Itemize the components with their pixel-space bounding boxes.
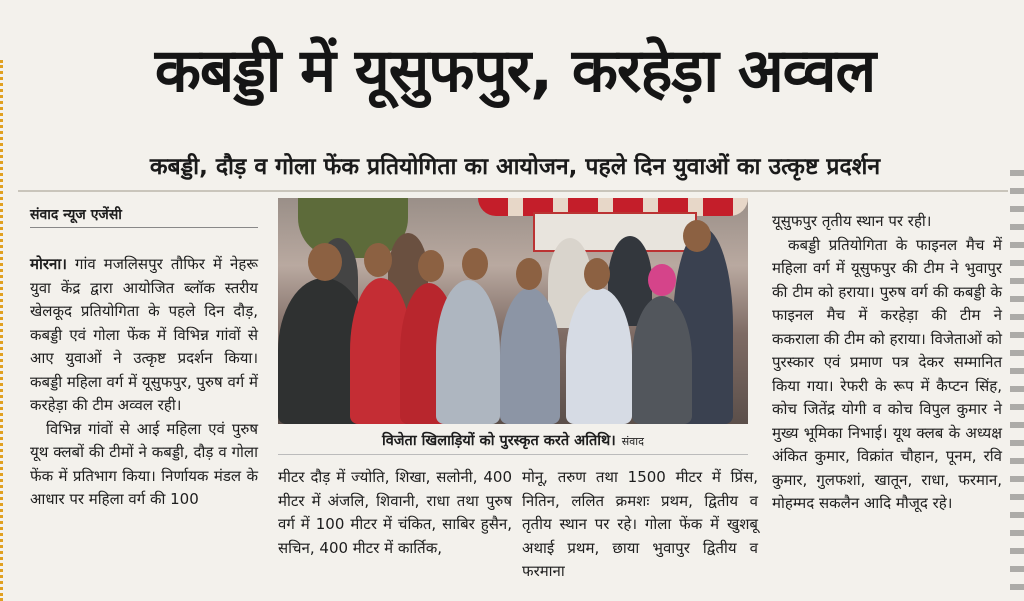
photo-credit: संवाद — [621, 435, 644, 448]
paragraph: विभिन्न गांवों से आई महिला एवं पुरुष यूथ क्लबों की टीमों ने कबड्डी, दौड़ व गोला फेंक में प्रतिभाग किया। निर्णायक मंडल के आधार पर महिला वर्ग की 100 — [30, 419, 258, 508]
photo-caption — [278, 428, 748, 455]
paragraph: यूसुफपुर तृतीय स्थान पर रही। — [772, 212, 932, 230]
photo-person — [500, 288, 560, 424]
dateline: मोरना। — [30, 255, 67, 273]
adjacent-column-bleed — [1010, 170, 1024, 601]
photo-head — [648, 264, 676, 296]
news-photo — [278, 198, 748, 424]
photo-person — [436, 280, 500, 424]
photo-head — [308, 243, 342, 281]
article-column-2 — [278, 466, 512, 560]
headline: कबड्डी में यूसुफपुर, करहेड़ा अव्वल — [154, 36, 876, 106]
caption-text: विजेता खिलाड़ियों को पुरस्कृत करते अतिथि। — [381, 433, 616, 449]
article-column-4 — [772, 210, 1002, 516]
photo-head — [364, 243, 392, 277]
subheadline: कबड्डी, दौड़ व गोला फेंक प्रतियोगिता का आयोजन, पहले दिन युवाओं का उत्कृष्ट प्रदर्शन — [149, 154, 881, 180]
photo-head — [418, 250, 444, 282]
photo-head — [584, 258, 610, 290]
paragraph: मोनू, तरुण तथा 1500 मीटर में प्रिंस, नितिन, ललित क्रमशः प्रथम, द्वितीय व तृतीय स्थान पर रहे। गोला फेंक में खुशबू अथाई प्रथम, छाया भुवापुर द्वितीय व फरमाना — [522, 468, 758, 580]
photo-person — [566, 288, 632, 424]
paragraph-text: गांव मजलिसपुर तौफिर में नेहरू युवा केंद्र द्वारा आयोजित ब्लॉक स्तरीय खेलकूद प्रतियोगिता के पहले दिन दौड़, कबड्डी एवं गोला फेंक में विभिन्न गांवों से आए युवाओं ने उत्कृष्ट प्रदर्शन किया। कबड्डी महिला वर्ग में यूसुफपुर, पुरुष वर्ग में करहेड़ा की टीम अव्वल रही। — [30, 255, 258, 414]
paragraph: कबड्डी प्रतियोगिता के फाइनल मैच में महिला वर्ग में यूसुफपुर की टीम ने भुवापुर की टीम को हराया। पुरुष वर्ग की कबड्डी के फाइनल मैच में करहेड़ा की टीम ने ककराला की टीम को हराया। विजेताओं को पुरस्कार एवं प्रमाण पत्र देकर सम्मानित किया गया। रेफरी के रूप में कैप्टन सिंह, कोच जितेंद्र योगी व कोच विपुल कुमार ने मुख्य भूमिका निभाई। यूथ क्लब के अध्यक्ष अंकित कुमार, विक्रांत चौहान, पूनम, रवि कुमार, गुलफशां, खातून, राधा, फरमान, मोहम्मद सकलैन आदि मौजूद रहे। — [772, 235, 1002, 512]
divider — [18, 190, 1008, 192]
paragraph — [30, 253, 258, 418]
photo-person — [632, 296, 692, 424]
byline: संवाद न्यूज एजेंसी — [30, 205, 258, 228]
page-edge-marker — [0, 60, 9, 601]
photo-head — [683, 220, 711, 252]
article-column-3 — [522, 466, 758, 584]
paragraph: मीटर दौड़ में ज्योति, शिखा, सलोनी, 400 मीटर में अंजलि, शिवानी, राधा तथा पुरुष वर्ग में 100 मीटर में चंकित, साबिर हुसैन, सचिन, 400 मीटर में कार्तिक, — [278, 468, 512, 557]
article-column-1 — [30, 253, 258, 512]
photo-head — [516, 258, 542, 290]
photo-head — [462, 248, 488, 280]
